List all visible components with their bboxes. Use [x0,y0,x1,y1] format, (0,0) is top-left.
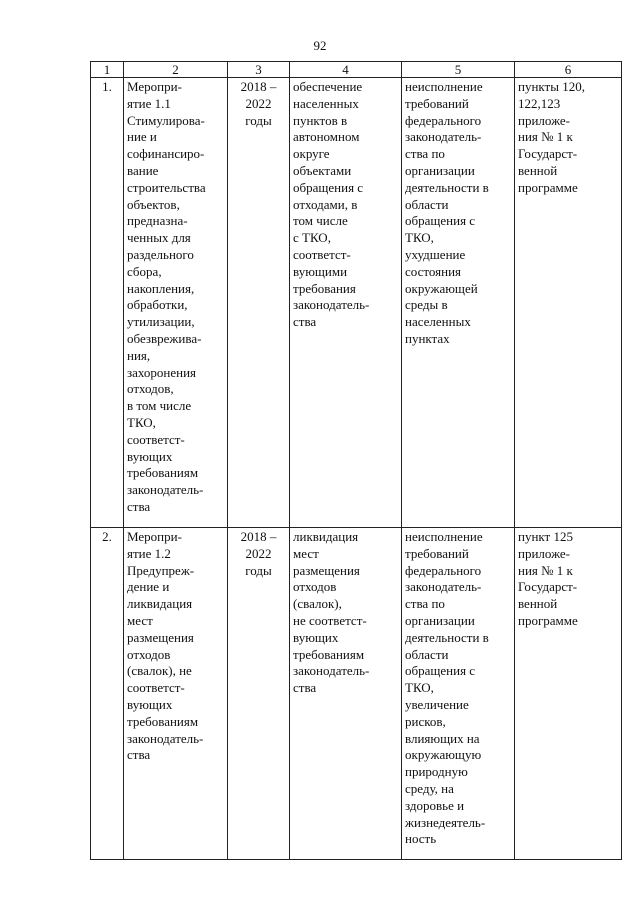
expected-result: обеспечение населенных пунктов в автономном округе объектами обращения с отходами, в том числе с ТКО, соответст- вующими требования законодатель- ства [290,78,402,528]
implementation-term: 2018 – 2022 годы [228,528,290,860]
header-col-4: 4 [290,62,402,78]
header-col-6: 6 [515,62,622,78]
header-col-1: 1 [91,62,124,78]
page-number: 92 [313,38,327,53]
program-reference: пункты 120, 122,123 приложе- ния № 1 к Государст- венной программе [515,78,622,528]
implementation-term: 2018 – 2022 годы [228,78,290,528]
row-number: 2. [91,528,124,860]
table-header-row [91,62,622,78]
row-number: 1. [91,78,124,528]
table-row [91,78,622,528]
expected-result: ликвидация мест размещения отходов (свалок), не соответст- вующих требованиям законодатель- ства [290,528,402,860]
header-col-3: 3 [228,62,290,78]
non-implementation-consequence: неисполнение требований федерального законодатель- ства по организации деятельности в области обращения с ТКО, ухудшение состояния окружающей среды в населенных пунктах [402,78,515,528]
header-col-5: 5 [402,62,515,78]
header-col-2: 2 [124,62,228,78]
program-reference: пункт 125 приложе- ния № 1 к Государст- венной программе [515,528,622,860]
event-name: Меропри- ятие 1.2 Предупреж- дение и ликвидация мест размещения отходов (свалок), не соответст- вующих требованиям законодатель- ства [124,528,228,860]
measures-table [90,61,622,860]
table-row [91,528,622,860]
non-implementation-consequence: неисполнение требований федерального законодатель- ства по организации деятельности в области обращения с ТКО, увеличение рисков, влияющих на окружающую природную среду, на здоровье и жизнедеятель- ность [402,528,515,860]
event-name: Меропри- ятие 1.1 Стимулирова- ние и софинансиро- вание строительства объектов, предназна- ченных для раздельного сбора, накопления, обработки, утилизации, обезврежива- ния, захоронения отходов, в том числе ТКО, соответст- вующих требованиям законодатель- ства [124,78,228,528]
